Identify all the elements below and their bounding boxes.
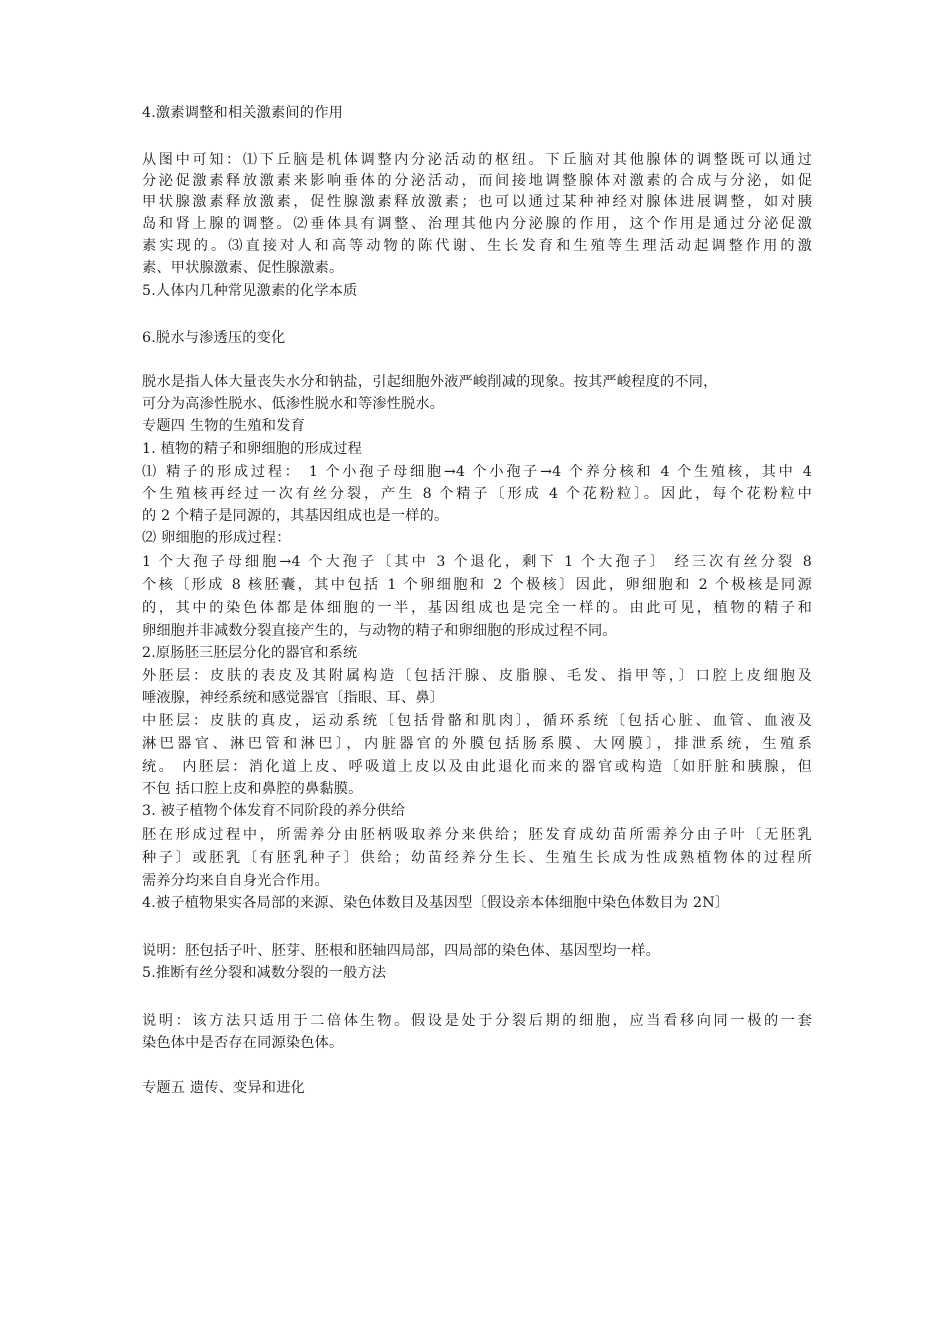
paragraph-line: 可分为高渗性脱水、低渗性脱水和等渗性脱水。 bbox=[142, 396, 445, 412]
paragraph-line: 1 个大孢子母细胞→4 个大孢子〔其中 3 个退化，剩下 1 个大孢子〕 经三次有丝分裂 8 bbox=[142, 554, 812, 570]
section-heading-4: 专题四 生物的生殖和发育 bbox=[142, 418, 305, 434]
paragraph-line: 素实现的。⑶直接对人和高等动物的陈代谢、生长发育和生殖等生理活动起调整作用的激 bbox=[142, 238, 812, 254]
subheading: ⑵ 卵细胞的形成过程： bbox=[142, 530, 291, 546]
paragraph-line: 不包 括口腔上皮和鼻腔的鼻黏膜。 bbox=[142, 781, 363, 797]
paragraph-line: 种子〕或胚乳〔有胚乳种子〕供给；幼苗经养分生长、生殖生长成为性成熟植物体的过程所 bbox=[142, 850, 812, 866]
paragraph-line: 的 2 个精子是同源的，其基因组成也是一样的。 bbox=[142, 508, 449, 524]
paragraph-line: 从图中可知：⑴下丘脑是机体调整内分泌活动的枢纽。下丘脑对其他腺体的调整既可以通过 bbox=[142, 152, 812, 168]
paragraph-line: 外胚层：皮肤的表皮及其附属构造〔包括汗腺、皮脂腺、毛发、指甲等，〕口腔上皮细胞及 bbox=[142, 668, 812, 684]
section-heading-5: 专题五 遗传、变异和进化 bbox=[142, 1080, 305, 1096]
subheading: 4.被子植物果实各局部的来源、染色体数目及基因型〔假设亲本体细胞中染色体数目为 2N〕 bbox=[142, 895, 730, 911]
paragraph-line: 岛和肾上腺的调整。⑵垂体具有调整、治理其他内分泌腺的作用，这个作用是通过分泌促激 bbox=[142, 216, 812, 232]
paragraph-line: 卵细胞并非减数分裂直接产生的，与动物的精子和卵细胞的形成过程不同。 bbox=[142, 623, 617, 639]
paragraph-line: ⑴ 精子的形成过程： 1 个小孢子母细胞→4 个小孢子→4 个养分核和 4 个生殖核，其中 4 bbox=[142, 464, 812, 480]
paragraph-line: 说明：胚包括子叶、胚芽、胚根和胚轴四局部，四局部的染色体、基因型均一样。 bbox=[142, 943, 660, 959]
paragraph-line: 染色体中是否存在同源染色体。 bbox=[142, 1035, 344, 1051]
paragraph-line: 说明：该方法只适用于二倍体生物。假设是处于分裂后期的细胞，应当看移向同一极的一套 bbox=[142, 1013, 812, 1029]
paragraph-line: 素、甲状腺激素、促性腺激素。 bbox=[142, 260, 344, 276]
paragraph-line: 需养分均来自自身光合作用。 bbox=[142, 873, 330, 889]
paragraph-line: 个核〔形成 8 核胚囊，其中包括 1 个卵细胞和 2 个极核〕因此，卵细胞和 2 个极核是同源 bbox=[142, 577, 812, 593]
paragraph-line: 唾液腺，神经系统和感觉器官〔指眼、耳、鼻〕 bbox=[142, 690, 445, 706]
paragraph-line: 脱水是指人体大量丧失水分和钠盐，引起细胞外液严峻削减的现象。按其严峻程度的不同， bbox=[142, 374, 718, 390]
paragraph-line: 分泌促激素释放激素来影响垂体的分泌活动，而间接地调整腺体对激素的合成与分泌，如促 bbox=[142, 173, 812, 189]
subheading: 1. 植物的精子和卵细胞的形成过程 bbox=[142, 441, 363, 457]
paragraph-line: 统。 内胚层：消化道上皮、呼吸道上皮以及由此退化而来的器官或构造〔如肝脏和胰腺，但 bbox=[142, 759, 812, 775]
subheading: 5.推断有丝分裂和减数分裂的一般方法 bbox=[142, 965, 387, 981]
paragraph-line: 中胚层：皮肤的真皮，运动系统〔包括骨骼和肌肉〕，循环系统〔包括心脏、血管、血液及 bbox=[142, 713, 812, 729]
paragraph-line: 个生殖核再经过一次有丝分裂，产生 8 个精子〔形成 4 个花粉粒〕。因此，每个花粉粒中 bbox=[142, 486, 812, 502]
paragraph-line: 淋巴器官、淋巴管和淋巴〕，内脏器官的外膜包括肠系膜、大网膜〕，排泄系统，生殖系 bbox=[142, 736, 812, 752]
heading-hormone-chemistry: 5.人体内几种常见激素的化学本质 bbox=[142, 283, 358, 299]
paragraph-line: 甲状腺激素释放激素，促性腺激素释放激素；也可以通过某种神经对腺体进展调整，如对胰 bbox=[142, 194, 812, 210]
subheading: 3. 被子植物个体发育不同阶段的养分供给 bbox=[142, 803, 406, 819]
heading-hormone-regulation: 4.激素调整和相关激素间的作用 bbox=[142, 105, 343, 121]
subheading: 2.原肠胚三胚层分化的器官和系统 bbox=[142, 645, 358, 661]
heading-dehydration: 6.脱水与渗透压的变化 bbox=[142, 330, 286, 346]
paragraph-line: 胚在形成过程中，所需养分由胚柄吸取养分来供给；胚发育成幼苗所需养分由子叶〔无胚乳 bbox=[142, 827, 812, 843]
paragraph-line: 的，其中的染色体都是体细胞的一半，基因组成也是完全一样的。由此可见，植物的精子和 bbox=[142, 600, 812, 616]
